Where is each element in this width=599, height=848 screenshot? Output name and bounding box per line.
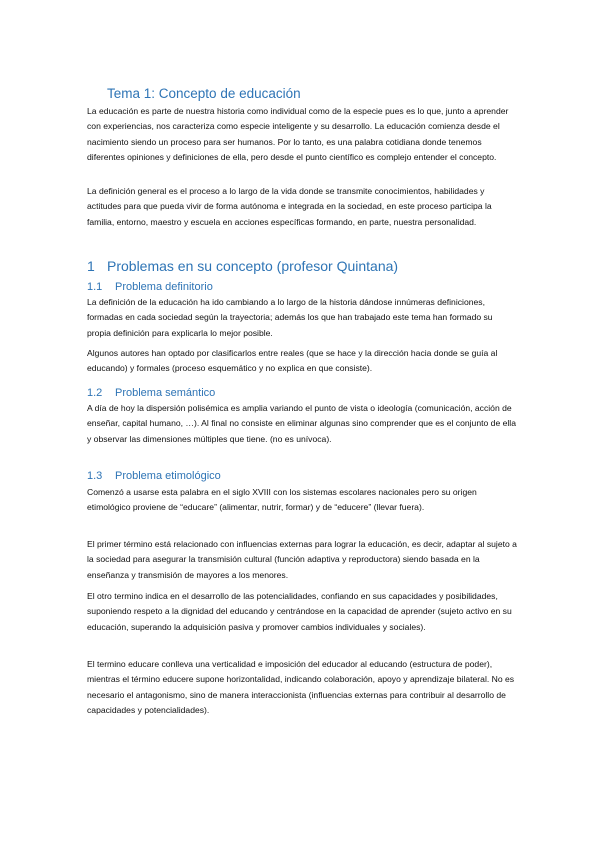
section-number: 1 [87,258,95,274]
paragraph-1-1-a: La definición de la educación ha ido cambiando a lo largo de la historia dándose innúmeras definiciones, formadas en cada sociedad según la trayectoria; además los que han trabajado este tema han formado su propia definición para explicarla lo mejor posible. [87,297,493,338]
subsection-heading-1-3 [87,470,221,482]
subsection-title: Problema etimológico [115,470,221,482]
paragraph-1-1-b: Algunos autores han optado por clasificarlos entre reales (que se hace y la dirección hacia donde se guía al educando) y formales (proceso esquemático y no explica en que consiste). [87,348,498,374]
subsection-number: 1.3 [87,470,103,482]
document-title: Tema 1: Concepto de educación [107,86,301,101]
section-title: Problemas en su concepto (profesor Quintana) [107,258,399,274]
subsection-number: 1.2 [87,387,103,399]
subsection-title: Problema definitorio [115,281,213,293]
intro-paragraph-2: La definición general es el proceso a lo largo de la vida donde se transmite conocimientos, habilidades y actitudes para que pueda vivir de forma autónoma e integrada en la sociedad, en este proceso participa la familia, entorno, maestro y escuela en acciones específicas formando, en parte, nuestra personalidad. [87,186,492,227]
paragraph-1-3-b: El primer término está relacionado con influencias externas para lograr la educación, es decir, adaptar al sujeto a la sociedad para asegurar la transmisión cultural (función adaptiva y reproductora) siendo basada en la enseñanza y transmisión de mayores a los menores. [87,539,517,580]
paragraph-1-2: A día de hoy la dispersión polisémica es amplia variando el punto de vista o ideología (comunicación, acción de enseñar, capital humano, …). Al final no consiste en eliminar algunas sino comprender que es el conjunto de ella y observar las dimensiones múltiples que tiene. (no es unívoca). [87,403,516,444]
subsection-title: Problema semántico [115,387,216,399]
subsection-number: 1.1 [87,281,103,293]
subsection-heading-1-1 [87,281,213,293]
section-heading-1 [87,258,398,274]
paragraph-1-3-c: El otro termino indica en el desarrollo de las potencialidades, confiando en sus capacidades y posibilidades, suponiendo respeto a la dignidad del educando y centrándose en la capacidad de aprender (sujeto activo en su educación, superando la adquisición pasiva y promover cambios individuales y sociales). [87,591,512,632]
paragraph-1-3-a: Comenzó a usarse esta palabra en el siglo XVIII con los sistemas escolares nacionales pero su origen etimológico proviene de “educare” (alimentar, nutrir, formar) y de “educere” (llevar fuera). [87,487,477,513]
paragraph-1-3-d: El termino educare conlleva una verticalidad e imposición del educador al educando (estructura de poder), mientras el término educere supone horizontalidad, indicando colaboración, apoyo y aprendizaje bilateral. No es necesario el antagonismo, sino de manera interaccionista (influencias externas para contribuir al desarrollo de capacidades y potencialidades). [87,659,515,716]
intro-paragraph-1: La educación es parte de nuestra historia como individual como de la especie pues es lo que, junto a aprender con experiencias, nos caracteriza como especie inteligente y su desarrollo. La educación comienza desde el nacimiento siendo un proceso para ser humanos. Por lo tanto, es una palabra cotidiana donde tenemos diferentes opiniones y definiciones de ella, pero desde el punto científico es complejo entender el concepto. [87,106,509,163]
subsection-heading-1-2 [87,387,215,399]
